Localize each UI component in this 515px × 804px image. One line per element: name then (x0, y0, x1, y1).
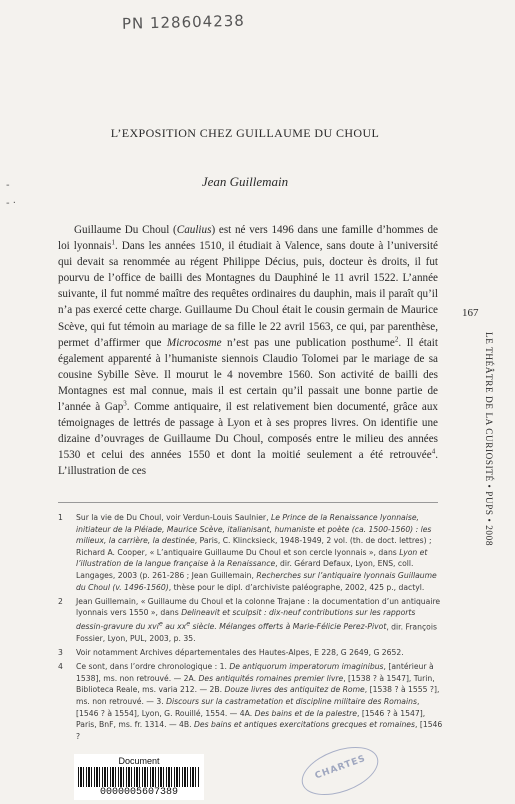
footnote (58, 647, 443, 659)
footnote-rule (58, 502, 438, 503)
stamp-text: CHARTES (313, 753, 368, 782)
footnote-number: 3 (58, 648, 63, 658)
barcode-number: 0000005607389 (99, 787, 178, 798)
footnote (58, 596, 443, 645)
barcode-label (74, 754, 204, 800)
footnote (58, 661, 443, 742)
body-paragraph: Guillaume Du Choul (Caulius) est né vers 1496 dans une famille d’hommes de loi lyonnais$^1$. Dans les années 1510, il étudiait à Valence, sans doute à l’université qui devait sa renommée au régent Philippe Décius, puis, docteur ès droits, il fut pourvu de l’office de bailli des Montagnes du Dauphiné le 11 avril 1522. L’année suivante, il fut nommé maître des requêtes ordinaires du dauphin, mais il paraît qu’il n’a pas exercé cette charge. Guillaume Du Choul était le cousin germain de Maurice Scève, qui fut témoin au mariage de sa fille le 22 avril 1563, ce qui, par parenthèse, permet d’affirmer que Microcosme n’est pas une publication posthume$^2$. Il était également apparenté à l’humaniste siennois Claudio Tolomei par le mariage de sa cousine Sybille Sève. Il mourut le 4 novembre 1560. Son activité de bailli des Montagnes est mal connue, mais il est certain qu’il passait une bonne partie de l’année à Gap$^3$. Comme antiquaire, il est relativement bien documenté, grâce aux témoignages de lettrés de passage à Lyon et à ses propres livres. On identifie une dizaine d’ouvrages de Guillaume Du Choul, composés entre le milieu des années 1530 et celui des années 1550 et dont la moitié seulement a été retrouvée$^4$. L’illustration de ces (58, 224, 438, 478)
chapter-title: L’EXPOSITION CHEZ GUILLAUME DU CHOUL (110, 126, 380, 140)
footnote-text: Voir notamment Archives départementales des Hautes-Alpes, E 228, G 2649, G 2652. (76, 648, 404, 658)
margin-mark: - · (6, 198, 16, 209)
footnote (58, 512, 443, 593)
library-stamp (295, 738, 385, 804)
footnotes (58, 512, 443, 745)
footnote-number: 2 (58, 596, 63, 606)
barcode-bars (78, 767, 200, 787)
author-name: Jean Guillemain (201, 174, 289, 189)
footnote-text: Ce sont, dans l’ordre chronologique : 1. De antiquorum imperatorum imaginibus, [antérieur à 1538], ms. non retrouvé. — 2A. Des antiquités romaines premier livre, [1538 ? à 1547], Turin, Biblioteca Reale, ms. varia 212. — 2B. Douze livres des antiquitez de Rome, [1538 ? à 1555 ?], ms. non retrouvé. — 3. Discours sur la castrametation et discipline militaire des Romains, [1546 ? à 1554], Lyon, G. Rouillé, 1554. — 4A. Des bains et de la palestre, [1546 ? à 1547], Paris, BnF, ms. fr. 1314. — 4B. Des bains et antiques exercitations grecques et romaines, [1546 ? (76, 662, 443, 741)
barcode-title: Document (118, 756, 160, 766)
running-head: LE THÉÂTRE DE LA CURIOSITÉ • PUPS • 2008 (484, 332, 494, 547)
footnote-number: 4 (58, 662, 63, 672)
footnote-text: Sur la vie de Du Choul, voir Verdun-Louis Saulnier, Le Prince de la Renaissance lyonnaise, initiateur de la Pléiade, Maurice Scève, italianisant, humaniste et poète (ca. 1500-1560) : les milieux, la carrière, la destinée, Paris, C. Klincksieck, 1948-1949, 2 vol. (th. de doct. lettres) ; Richard A. Cooper, « L’antiquaire Guillaume Du Choul et son cercle lyonnais », dans Lyon et l’illustration de la langue française à la Renaissance, dir. Gérard Defaux, Lyon, ENS, coll. Langages, 2003 (p. 261-286 ; Jean Guillemain, Recherches sur l’antiquaire lyonnais Guillaume du Choul (v. 1496-1560), thèse pour le dipl. d’archiviste paléographe, 2002, 425 p., dactyl. (76, 513, 437, 592)
margin-mark: - (6, 180, 10, 191)
footnote-text: Jean Guillemain, « Guillaume du Choul et la colonne Trajane : la documentation d’un antiquaire lyonnais vers 1550 », dans Delineavit et sculpsit : dix-neuf contributions sur les rapports dessin-gravure du xvi$^e$ au $xx^e$ siècle. Mélanges offerts à Marie-Félicie Perez-Pivot, dir. François Fossier, Lyon, PUL, 2003, p. 35. (76, 596, 441, 643)
page-number: 167 (462, 307, 479, 319)
handwritten-call-number: PN 128604238 (121, 11, 246, 33)
footnote-number: 1 (58, 513, 63, 522)
